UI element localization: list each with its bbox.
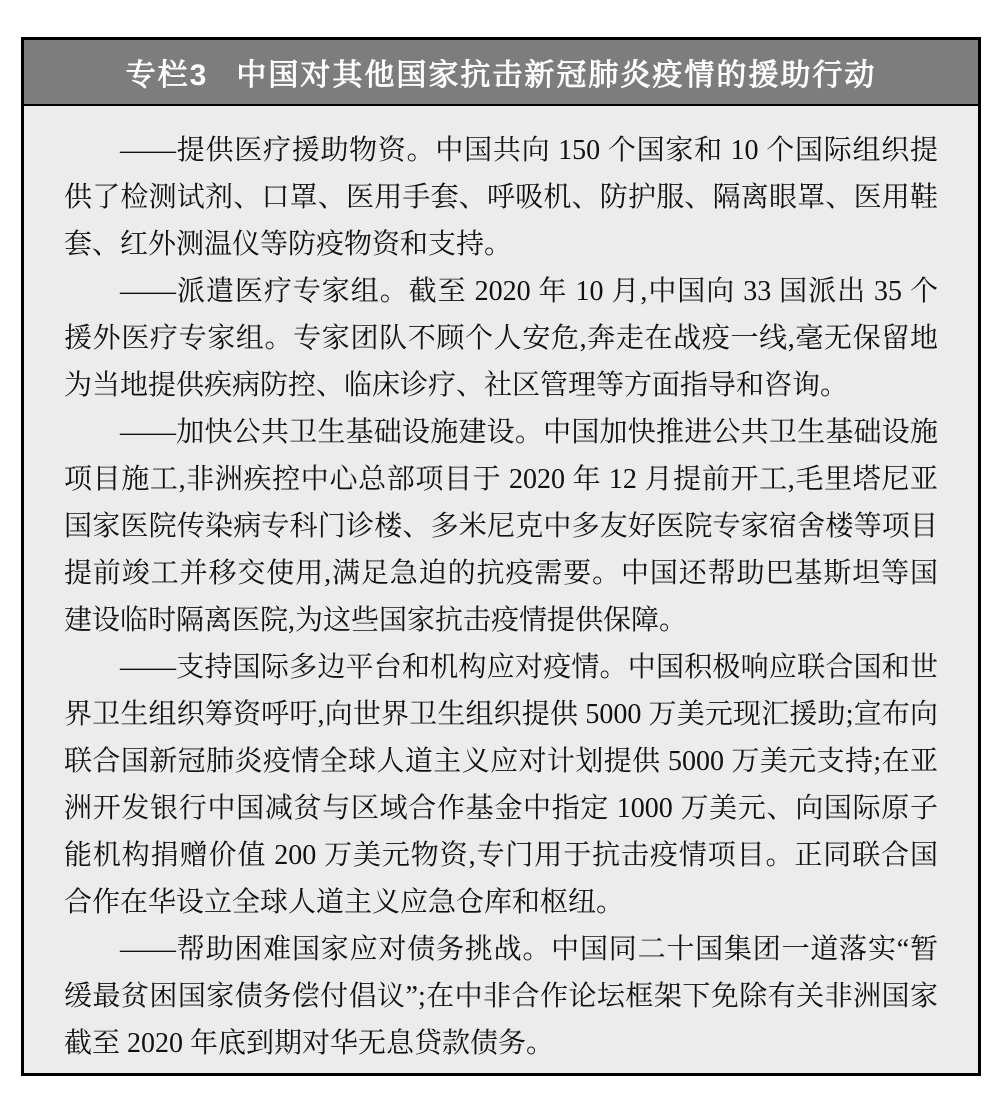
paragraph-debt-relief: ——帮助困难国家应对债务挑战。中国同二十国集团一道落实“暂缓最贫困国家债务偿付倡议”;在中非合作论坛框架下免除有关非洲国家截至 2020 年底到期对华无息贷款债务。: [64, 934, 938, 1059]
box-label: 专栏3: [125, 59, 209, 92]
paragraph-expert-teams: ——派遣医疗专家组。截至 2020 年 10 月,中国向 33 国派出 35 个援外医疗专家组。专家团队不顾个人安危,奔走在战疫一线,毫无保留地为当地提供疾病防控、临床诊疗、社区管理等方面指导和咨询。: [64, 276, 938, 401]
box-header: [24, 40, 978, 106]
box-title: 中国对其他国家抗击新冠肺炎疫情的援助行动: [236, 59, 877, 92]
box-body: [24, 106, 978, 1067]
paragraph-infrastructure: ——加快公共卫生基础设施建设。中国加快推进公共卫生基础设施项目施工,非洲疾控中心总部项目于 2020 年 12 月提前开工,毛里塔尼亚国家医院传染病专科门诊楼、多米尼克中多友好医院专家宿舍楼等项目提前竣工并移交使用,满足急迫的抗疫需要。中国还帮助巴基斯坦等国建设临时隔离医院,为这些国家抗击疫情提供保障。: [64, 417, 938, 636]
paragraph-multilateral-support: ——支持国际多边平台和机构应对疫情。中国积极响应联合国和世界卫生组织筹资呼吁,向世界卫生组织提供 5000 万美元现汇援助;宣布向联合国新冠肺炎疫情全球人道主义应对计划提供 5000 万美元支持;在亚洲开发银行中国减贫与区域合作基金中指定 1000 万美元、向国际原子能机构捐赠价值 200 万美元物资,专门用于抗击疫情项目。正同联合国合作在华设立全球人道主义应急仓库和枢纽。: [64, 652, 938, 918]
column-box: [21, 37, 981, 1076]
paragraph-medical-supplies: ——提供医疗援助物资。中国共向 150 个国家和 10 个国际组织提供了检测试剂、口罩、医用手套、呼吸机、防护服、隔离眼罩、医用鞋套、红外测温仪等防疫物资和支持。: [64, 135, 938, 260]
